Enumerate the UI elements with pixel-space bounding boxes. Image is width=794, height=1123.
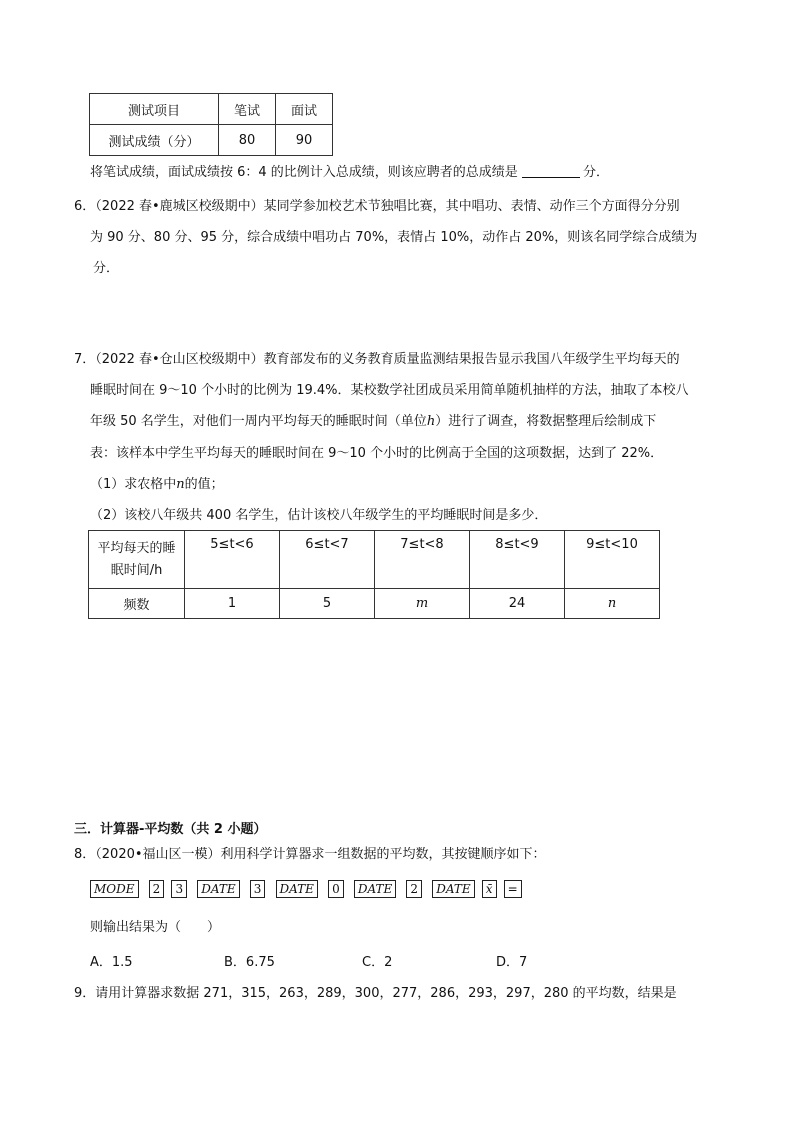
sleep-table-header: 平均每天的睡 眠时间/h [89, 531, 185, 589]
q6-line: 6．（2022 春•鹿城区校级期中）某同学参加校艺术节独唱比赛，其中唱功、表情、动作三个方面得分分别 [74, 199, 680, 214]
q6-line: 为 90 分、80 分、95 分，综合成绩中唱功占 70%，表情占 10%，动作占 20%，则该名同学综合成绩为 [90, 230, 698, 245]
q7-line: 表：该样本中学生平均每天的睡眠时间在 9～10 个小时的比例高于全国的这项数据，达到了 22%． [90, 446, 664, 461]
sleep-table [88, 530, 660, 619]
sleep-table-interval: 6≤t<7 [280, 531, 375, 589]
sleep-table-value: 5 [280, 589, 375, 619]
q7-line: 7．（2022 春•仓山区校级期中）教育部发布的义务教育质量监测结果报告显示我国八年级学生平均每天的 [74, 352, 680, 367]
q8-line: 8．（2020•福山区一模）利用科学计算器求一组数据的平均数，其按键顺序如下： [74, 847, 546, 862]
sleep-table-value: 24 [470, 589, 565, 619]
sleep-table-value: m [375, 589, 470, 619]
option-a: A．1.5 [90, 955, 133, 970]
key-date: DATE [276, 880, 318, 898]
q8-line: 则输出结果为（ ） [90, 920, 221, 935]
answer-blank [522, 163, 580, 178]
sleep-table-row-label: 频数 [89, 589, 185, 619]
q7-sub1: （1）求农格中n的值； [90, 477, 224, 492]
q7-sub2: （2）该校八年级共 400 名学生，估计该校八年级学生的平均睡眠时间是多少． [90, 508, 548, 523]
score-table-cell: 90 [276, 125, 333, 156]
score-table-cell: 80 [219, 125, 276, 156]
key-digit: 0 [328, 880, 344, 898]
score-table [89, 93, 333, 156]
sleep-table-interval: 8≤t<9 [470, 531, 565, 589]
key-equals: = [504, 880, 522, 898]
calculator-key-sequence [90, 880, 528, 898]
key-mean: x̄ [482, 880, 497, 898]
key-digit: 2 [149, 880, 165, 898]
key-mode: MODE [90, 880, 139, 898]
score-table-header: 笔试 [219, 94, 276, 125]
key-date: DATE [432, 880, 474, 898]
option-c: C．2 [362, 955, 393, 970]
q7-line: 年级 50 名学生，对他们一周内平均每天的睡眠时间（单位h）进行了调查，将数据整理后绘制成下 [90, 414, 657, 429]
key-digit: 2 [406, 880, 422, 898]
key-digit: 3 [250, 880, 266, 898]
sleep-table-interval: 7≤t<8 [375, 531, 470, 589]
score-table-header: 面试 [276, 94, 333, 125]
sleep-table-interval: 9≤t<10 [565, 531, 660, 589]
q6-line: 分． [93, 261, 120, 276]
sleep-table-value: n [565, 589, 660, 619]
score-table-header: 测试项目 [90, 94, 219, 125]
q9-line: 9．请用计算器求数据 271，315，263，289，300，277，286，293，297，280 的平均数，结果是 [74, 986, 677, 1001]
q5-text: 将笔试成绩，面试成绩按 6：4 的比例计入总成绩，则该应聘者的总成绩是 分． [90, 165, 609, 180]
option-b: B．6.75 [224, 955, 275, 970]
sleep-table-interval: 5≤t<6 [185, 531, 280, 589]
key-date: DATE [197, 880, 239, 898]
key-digit: 3 [171, 880, 187, 898]
score-table-cell: 测试成绩（分） [90, 125, 219, 156]
option-d: D．7 [496, 955, 528, 970]
sleep-table-value: 1 [185, 589, 280, 619]
q7-line: 睡眠时间在 9～10 个小时的比例为 19.4%．某校数学社团成员采用简单随机抽样的方法，抽取了本校八 [90, 383, 689, 398]
section-title: 三．计算器-平均数（共 2 小题） [74, 822, 267, 837]
key-date: DATE [354, 880, 396, 898]
